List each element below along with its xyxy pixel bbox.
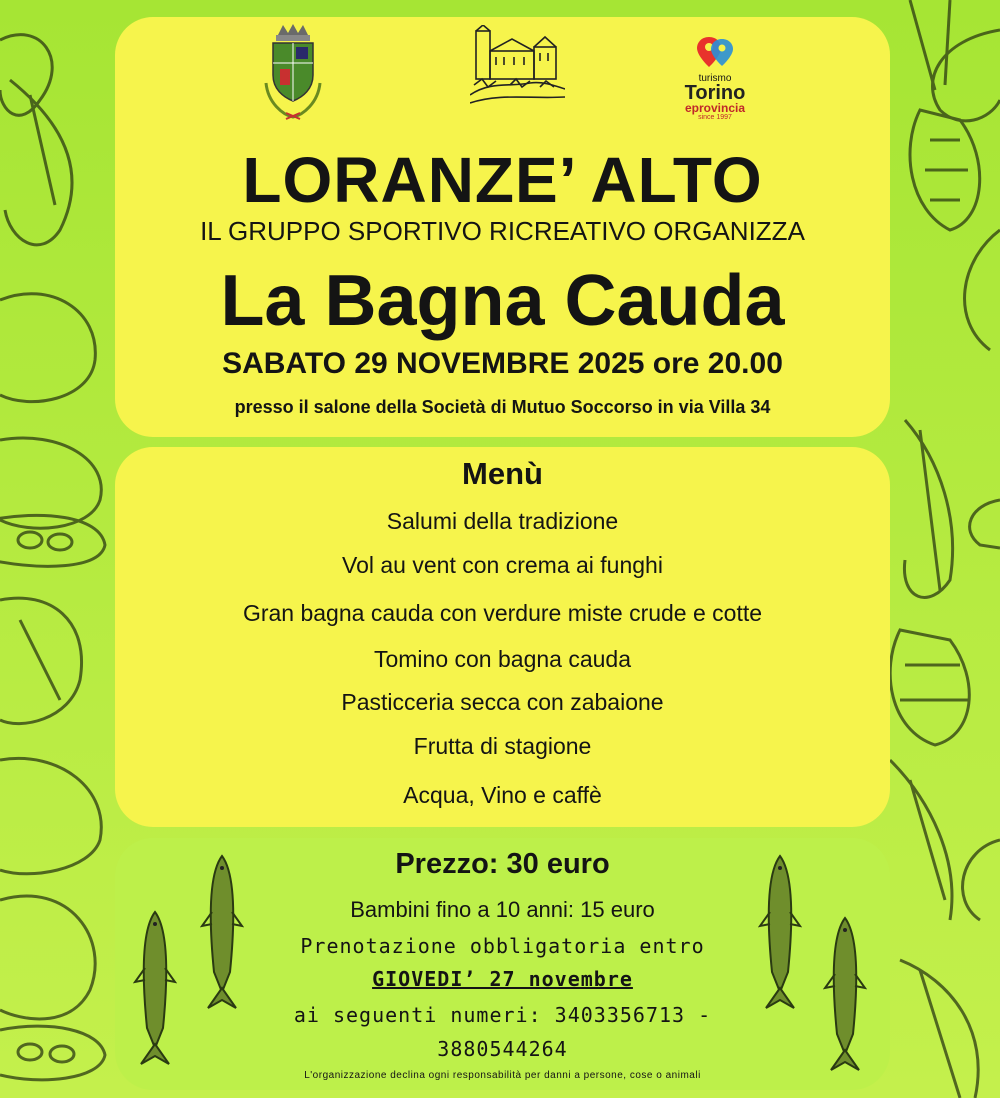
tourism-logo-line2: Torino: [684, 82, 746, 104]
menu-panel: [115, 447, 890, 827]
menu-title: Menù: [462, 456, 543, 491]
tourism-logo-line4: since 1997: [698, 114, 732, 121]
page-title: LORANZE’ ALTO: [242, 144, 763, 216]
booking-notice: Prenotazione obbligatoria entro: [300, 934, 705, 958]
menu-item: Salumi della tradizione: [386, 508, 619, 534]
event-date: SABATO 29 NOVEMBRE 2025 ore 20.00: [222, 347, 783, 380]
menu-item: Acqua, Vino e caffè: [403, 782, 602, 808]
organizer-subtitle: IL GRUPPO SPORTIVO RICREATIVO ORGANIZZA: [200, 216, 805, 246]
kids-price: Bambini fino a 10 anni: 15 euro: [350, 897, 655, 922]
booking-deadline: GIOVEDI’ 27 novembre: [372, 967, 633, 991]
menu-item: Vol au vent con crema ai funghi: [342, 552, 663, 578]
menu-item: Frutta di stagione: [413, 733, 592, 759]
castle-sketch-icon: [470, 25, 565, 107]
tourism-logo-line1: turismo: [698, 73, 732, 84]
pricing-panel: [115, 838, 890, 1090]
menu-item: Pasticceria secca con zabaione: [341, 689, 664, 715]
event-venue: presso il salone della Società di Mutuo Soccorso in via Villa 34: [234, 397, 771, 417]
price-label: Prezzo: 30 euro: [395, 848, 610, 880]
phone-numbers: ai seguenti numeri: 3403356713 - 3880544264: [293, 1003, 712, 1061]
map-pin-icon: [695, 35, 735, 69]
menu-item: Tomino con bagna cauda: [373, 646, 632, 672]
disclaimer: L'organizzazione declina ogni responsabilità per danni a persone, cose o animali: [304, 1070, 701, 1081]
header-panel: [115, 17, 890, 437]
tourism-logo: [675, 35, 755, 135]
coat-of-arms-icon: [258, 23, 328, 123]
event-title: La Bagna Cauda: [220, 261, 785, 341]
tourism-logo-line3: eprovincia: [684, 101, 746, 115]
menu-item: Gran bagna cauda con verdure miste crude e cotte: [242, 600, 763, 626]
